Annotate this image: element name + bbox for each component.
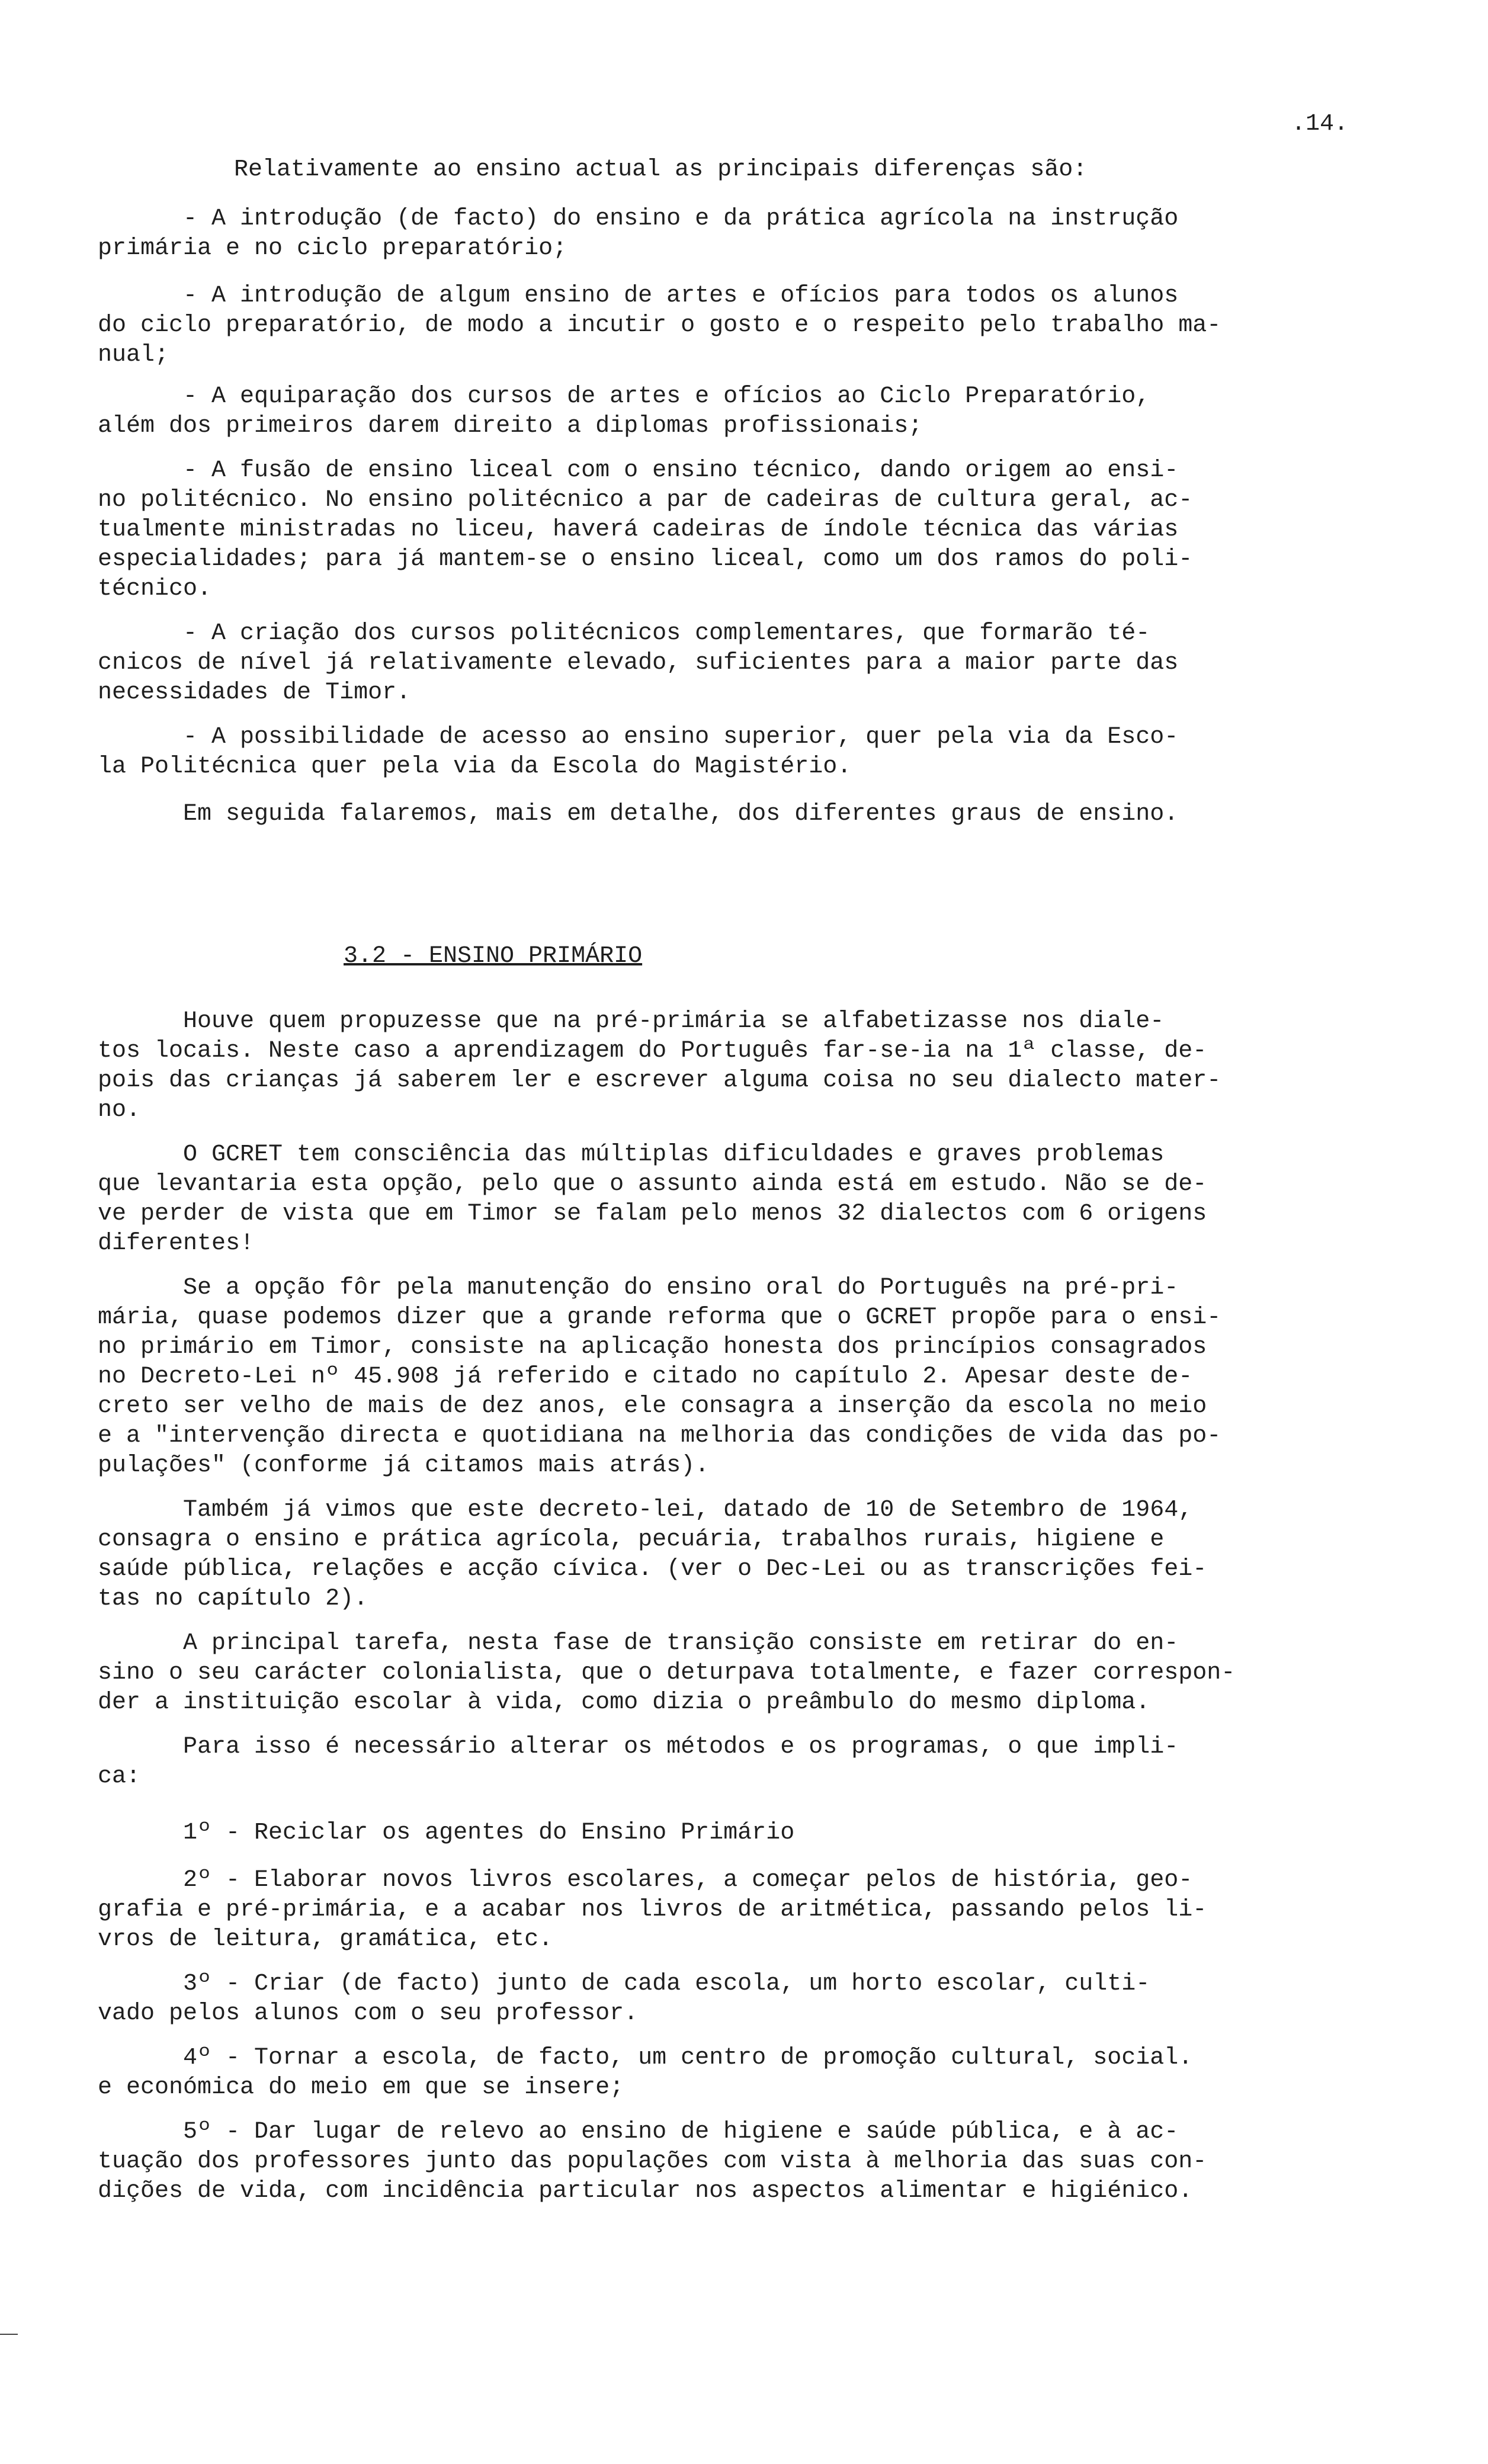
- text-line: tualmente ministradas no liceu, haverá cadeiras de índole técnica das várias: [98, 516, 1179, 543]
- text-line: consagra o ensino e prática agrícola, pecuária, trabalhos rurais, higiene e: [98, 1526, 1165, 1553]
- text-line: no politécnico. No ensino politécnico a par de cadeiras de cultura geral, ac-: [98, 487, 1193, 514]
- text-line: e a "intervenção directa e quotidiana na melhoria das condições de vida das po-: [98, 1423, 1221, 1449]
- list-item: 5º - Dar lugar de relevo ao ensino de higiene e saúde pública, e à ac-: [98, 2119, 1179, 2145]
- text-line: der a instituição escolar à vida, como dizia o preâmbulo do mesmo diploma.: [98, 1689, 1150, 1716]
- text-line: Para isso é necessário alterar os métodos e os programas, o que impli-: [98, 1734, 1179, 1760]
- text-line: necessidades de Timor.: [98, 679, 411, 706]
- list-item: 4º - Tornar a escola, de facto, um centro de promoção cultural, social.: [98, 2045, 1193, 2071]
- list-item: e económica do meio em que se insere;: [98, 2074, 624, 2101]
- text-line: ve perder de vista que em Timor se falam pelo menos 32 dialectos com 6 origens: [98, 1201, 1207, 1227]
- text-line: - A criação dos cursos politécnicos complementares, que formarão té-: [98, 620, 1150, 647]
- text-line: - A fusão de ensino liceal com o ensino técnico, dando origem ao ensi-: [98, 457, 1179, 484]
- text-line: - A introdução (de facto) do ensino e da prática agrícola na instrução: [98, 206, 1179, 232]
- text-line: Em seguida falaremos, mais em detalhe, dos diferentes graus de ensino.: [98, 801, 1179, 827]
- text-line: - A equiparação dos cursos de artes e ofícios ao Ciclo Preparatório,: [98, 383, 1150, 410]
- text-line: do ciclo preparatório, de modo a incutir o gosto e o respeito pelo trabalho ma-: [98, 312, 1221, 339]
- text-line: O GCRET tem consciência das múltiplas dificuldades e graves problemas: [98, 1141, 1165, 1168]
- list-item: grafia e pré-primária, e a acabar nos livros de aritmética, passando pelos li-: [98, 1897, 1207, 1923]
- text-line: cnicos de nível já relativamente elevado, suficientes para a maior parte das: [98, 650, 1179, 676]
- list-item: 1º - Reciclar os agentes do Ensino Primário: [98, 1820, 795, 1846]
- text-line: ca:: [98, 1763, 141, 1790]
- section-heading: 3.2 - ENSINO PRIMÁRIO: [344, 943, 643, 970]
- list-item: 2º - Elaborar novos livros escolares, a começar pelos de história, geo-: [98, 1867, 1193, 1894]
- text-line: pulações" (conforme já citamos mais atrás).: [98, 1452, 710, 1479]
- text-line: no.: [98, 1097, 141, 1124]
- list-item: tuação dos professores junto das populações com vista à melhoria das suas con-: [98, 2148, 1207, 2175]
- text-line: diferentes!: [98, 1230, 255, 1257]
- text-line: Relativamente ao ensino actual as principais diferenças são:: [234, 156, 1088, 183]
- text-line: que levantaria esta opção, pelo que o assunto ainda está em estudo. Não se de-: [98, 1171, 1207, 1198]
- text-line: creto ser velho de mais de dez anos, ele consagra a inserção da escola no meio: [98, 1393, 1207, 1420]
- text-line: no primário em Timor, consiste na aplicação honesta dos princípios consagrados: [98, 1334, 1207, 1361]
- text-line: especialidades; para já mantem-se o ensino liceal, como um dos ramos do poli-: [98, 546, 1193, 573]
- list-item: 3º - Criar (de facto) junto de cada escola, um horto escolar, culti-: [98, 1971, 1150, 1997]
- text-line: técnico.: [98, 576, 212, 602]
- text-line: Se a opção fôr pela manutenção do ensino oral do Português na pré-pri-: [98, 1275, 1179, 1301]
- list-item: dições de vida, com incidência particular nos aspectos alimentar e higiénico.: [98, 2178, 1193, 2205]
- text-line: tos locais. Neste caso a aprendizagem do Português far-se-ia na 1ª classe, de-: [98, 1038, 1207, 1064]
- text-line: primária e no ciclo preparatório;: [98, 235, 567, 262]
- text-line: mária, quase podemos dizer que a grande reforma que o GCRET propõe para o ensi-: [98, 1304, 1221, 1331]
- page-number: .14.: [1291, 111, 1349, 137]
- list-item: vado pelos alunos com o seu professor.: [98, 2000, 639, 2027]
- text-line: Houve quem propuzesse que na pré-primária se alfabetizasse nos diale-: [98, 1008, 1165, 1035]
- text-line: no Decreto-Lei nº 45.908 já referido e citado no capítulo 2. Apesar deste de-: [98, 1363, 1193, 1390]
- text-line: - A possibilidade de acesso ao ensino superior, quer pela via da Esco-: [98, 724, 1179, 750]
- text-line: - A introdução de algum ensino de artes e ofícios para todos os alunos: [98, 283, 1179, 309]
- list-item: vros de leitura, gramática, etc.: [98, 1926, 553, 1953]
- text-line: tas no capítulo 2).: [98, 1586, 368, 1612]
- text-line: nual;: [98, 342, 169, 368]
- text-line: A principal tarefa, nesta fase de transição consiste em retirar do en-: [98, 1630, 1179, 1657]
- text-line: saúde pública, relações e acção cívica. (ver o Dec-Lei ou as transcrições fei-: [98, 1556, 1207, 1583]
- text-line: Também já vimos que este decreto-lei, datado de 10 de Setembro de 1964,: [98, 1497, 1193, 1523]
- text-line: la Politécnica quer pela via da Escola do Magistério.: [98, 753, 852, 780]
- text-line: além dos primeiros darem direito a diplomas profissionais;: [98, 413, 923, 439]
- scan-edge-mark: [0, 2334, 18, 2338]
- text-line: sino o seu carácter colonialista, que o deturpava totalmente, e fazer correspon-: [98, 1660, 1236, 1686]
- text-line: pois das crianças já saberem ler e escrever alguma coisa no seu dialecto mater-: [98, 1067, 1221, 1094]
